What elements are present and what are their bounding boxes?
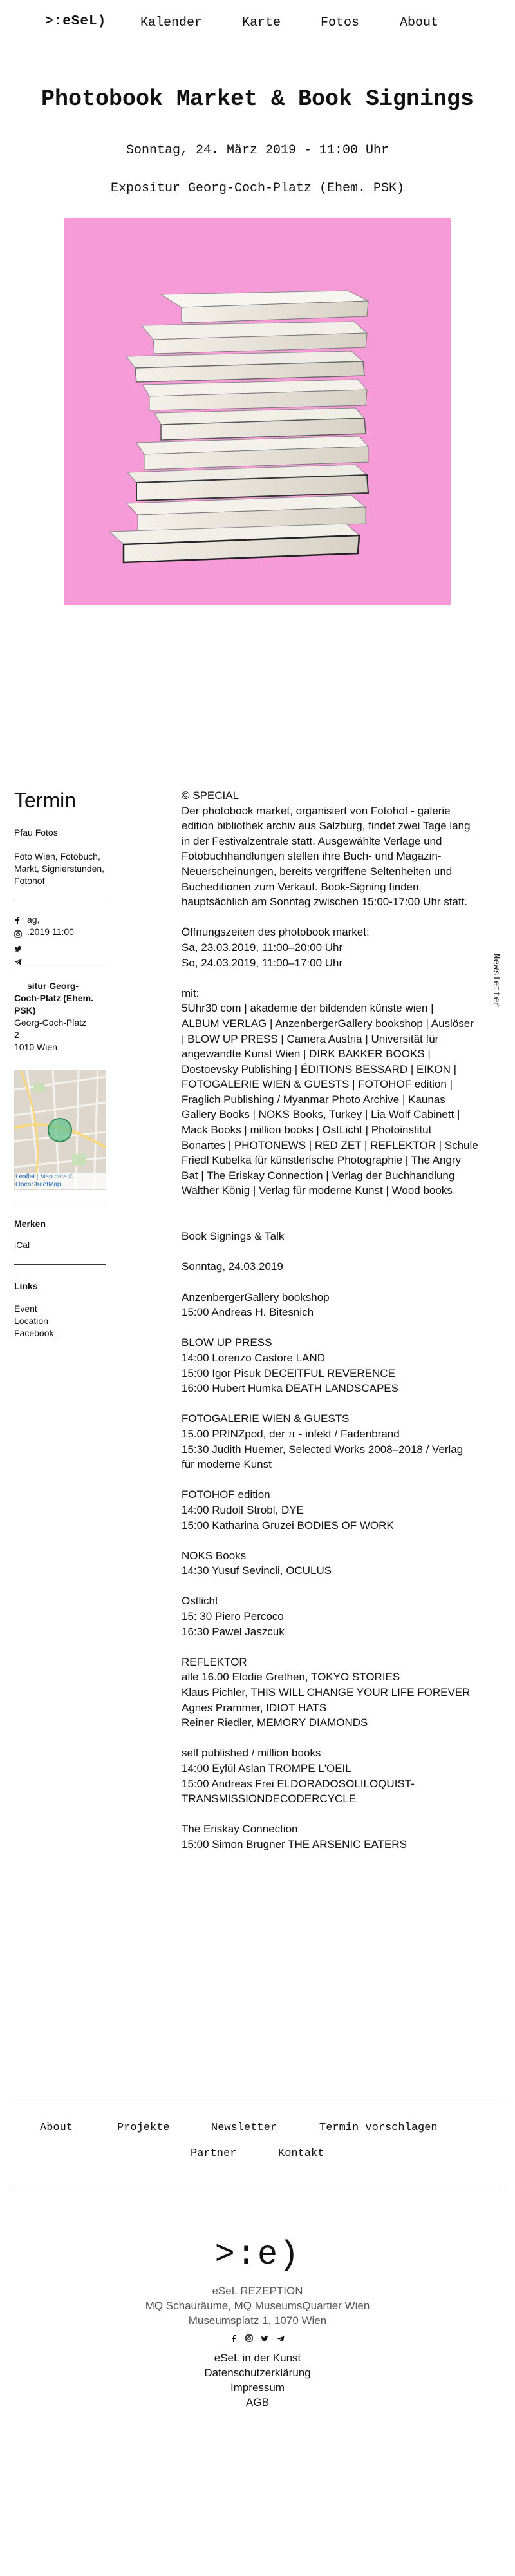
footer-about[interactable]: About <box>40 2122 73 2134</box>
ical-link[interactable]: iCal <box>14 1240 30 1250</box>
event-description <box>182 788 492 1852</box>
twitter-icon[interactable] <box>261 2334 268 2343</box>
newsletter-tab[interactable] <box>484 954 510 1031</box>
venue-map[interactable] <box>14 1070 106 1190</box>
footer-impressum[interactable]: Impressum <box>230 2381 285 2394</box>
blank-line <box>182 1274 492 1290</box>
date-share-block <box>14 911 106 961</box>
description-line: 15:30 Judith Huemer, Selected Works 2008–2018 / Verlag <box>182 1443 464 1456</box>
description-line: So, 24.03.2019, 11:00–17:00 Uhr <box>182 956 343 969</box>
links-heading: Links <box>14 1281 38 1291</box>
blank-line <box>182 1396 492 1412</box>
facebook-icon[interactable] <box>14 915 21 927</box>
site-logo[interactable]: >:eSeL) <box>45 14 107 29</box>
description-line: Agnes Prammer, IDIOT HATS <box>182 1701 327 1714</box>
nav-kalender[interactable]: Kalender <box>140 15 203 30</box>
page-title: Photobook Market & Book Signings <box>41 86 474 112</box>
description-line: Gallery Books | NOKS Books, Turkey | Lia Wolf Cabinett | <box>182 1108 460 1121</box>
description-line: in der Festivalzentrale statt. Ausgewählte Verlage und <box>182 834 442 847</box>
link-event[interactable]: Event <box>14 1303 37 1314</box>
event-sidebar <box>14 788 106 1340</box>
description-line: Book Signings & Talk <box>182 1230 285 1243</box>
description-line: © SPECIAL <box>182 789 239 802</box>
description-line: alle 16.00 Elodie Grethen, TOKYO STORIES <box>182 1671 400 1684</box>
description-line: Klaus Pichler, THIS WILL CHANGE YOUR LIFE FOREVER <box>182 1686 471 1699</box>
blank-line <box>182 1198 492 1214</box>
description-line: FOTOGALERIE WIEN & GUESTS <box>182 1412 350 1425</box>
description-line: Walther König | Verlag für moderne Kunst | Wood books <box>182 1184 453 1197</box>
description-line: Sa, 23.03.2019, 11:00–20:00 Uhr <box>182 941 343 954</box>
blank-line <box>182 1731 492 1746</box>
instagram-icon[interactable] <box>14 929 22 941</box>
description-line: Der photobook market, organisiert von Fotohof - galerie <box>182 804 451 817</box>
description-line: angewandte Kunst Wien | DIRK BAKKER BOOKS | <box>182 1048 431 1061</box>
blank-line <box>182 1639 492 1655</box>
description-line: 15:00 Simon Brugner THE ARSENIC EATERS <box>182 1838 407 1850</box>
description-line: mit: <box>182 986 200 999</box>
sidebar-title: Termin <box>14 789 77 812</box>
description-line: 5Uhr30 com | akademie der bildenden künste wien | <box>182 1002 434 1015</box>
description-line: | BLOW UP PRESS | Camera Austria | Universität für <box>182 1032 439 1045</box>
description-line: FOTOHOF edition <box>182 1488 270 1501</box>
description-line: 14:00 Lorenzo Castore LAND <box>182 1351 326 1364</box>
event-image <box>64 218 451 605</box>
footer-esel-in-der-kunst[interactable]: eSeL in der Kunst <box>214 2352 301 2364</box>
description-line: REFLEKTOR <box>182 1655 247 1668</box>
link-facebook[interactable]: Facebook <box>14 1328 54 1338</box>
blank-line <box>182 1472 492 1488</box>
event-weekday: ag, <box>27 914 40 925</box>
venue-name-partial[interactable]: situr Georg- <box>27 981 79 991</box>
description-line: Dostoevsky Publishing | ÉDITIONS BESSARD | EIKON | <box>182 1062 457 1075</box>
description-line: Bucheditionen zum Verkauf. Book-Signing finden <box>182 880 419 893</box>
nav-karte[interactable]: Karte <box>242 15 281 30</box>
description-line: self published / million books <box>182 1747 321 1760</box>
description-line: Friedl Kubelka für künstlerische Photographie | The Angry <box>182 1154 462 1167</box>
description-line: Bonartes | PHOTONEWS | RED ZET | REFLEKTOR | Schule <box>182 1139 478 1151</box>
footer-agb[interactable]: AGB <box>246 2396 269 2408</box>
description-line: Reiner Riedler, MEMORY DIAMONDS <box>182 1716 368 1729</box>
description-line: 14:30 Yusuf Sevincli, OCULUS <box>182 1564 332 1577</box>
description-line: Fotobuchhandlungen stellen ihre Buch- und Magazin- <box>182 850 442 863</box>
nav-about[interactable]: About <box>400 15 439 30</box>
newsletter-tab-label[interactable]: Newsletter <box>491 954 501 1008</box>
description-line: 15:00 Andreas Frei ELDORADOSOLILOQUIST- <box>182 1777 415 1790</box>
event-datetime: .2019 11:00 <box>27 927 74 937</box>
blank-line <box>182 1807 492 1822</box>
description-line: NOKS Books <box>182 1549 247 1562</box>
blank-line <box>182 1320 492 1336</box>
footer-social <box>230 2334 285 2343</box>
description-line: edition bibliothek archiv aus Salzburg, findet zwei Tage lang <box>182 820 471 832</box>
description-line: 15:00 Katharina Gruzei BODIES OF WORK <box>182 1519 394 1532</box>
description-line: Ostlicht <box>182 1595 218 1608</box>
blank-line <box>182 1579 492 1594</box>
description-line: Fraglich Publishing / Myanmar Photo Archive | Kaunas <box>182 1093 445 1106</box>
nav-fotos[interactable]: Fotos <box>321 15 360 30</box>
description-line: ALBUM VERLAG | AnzenbergerGallery bookshop | Auslöser <box>182 1017 474 1030</box>
footer-partner[interactable]: Partner <box>191 2148 237 2160</box>
description-line: für moderne Kunst <box>182 1458 272 1471</box>
description-line: Öffnungszeiten des photobook market: <box>182 926 370 939</box>
description-line: 15.00 PRINZpod, der π - infekt / Fadenbrand <box>182 1427 400 1440</box>
footer-kontakt[interactable]: Kontakt <box>278 2148 324 2160</box>
venue-street: Georg-Coch-Platz <box>14 1017 87 1028</box>
footer-address: Museumsplatz 1, 1070 Wien <box>188 2314 327 2327</box>
description-line: 16:00 Hubert Humka DEATH LANDSCAPES <box>182 1382 398 1395</box>
telegram-icon[interactable] <box>277 2334 285 2343</box>
instagram-icon[interactable] <box>245 2334 253 2343</box>
event-date: Sonntag, 24. März 2019 - 11:00 Uhr <box>126 143 389 158</box>
description-line: 15:00 Andreas H. Bitesnich <box>182 1306 314 1319</box>
description-line: Mack Books | million books | OstLicht | Photoinstitut <box>182 1124 432 1137</box>
description-line: 14:00 Eylül Aslan TROMPE L'OEIL <box>182 1762 351 1774</box>
description-line: Bat | The Eriskay Connection | Verlag der Buchhandlung <box>182 1169 455 1182</box>
blank-line <box>182 1244 492 1260</box>
merken-heading: Merken <box>14 1218 46 1229</box>
description-line: TRANSMISSIONDECODERCYCLE <box>182 1793 357 1805</box>
blank-line <box>182 970 492 986</box>
twitter-icon[interactable] <box>14 943 22 956</box>
footer-newsletter[interactable]: Newsletter <box>211 2122 277 2134</box>
blank-line <box>182 1214 492 1229</box>
description-line: AnzenbergerGallery bookshop <box>182 1291 330 1303</box>
blank-line <box>182 1533 492 1548</box>
facebook-icon[interactable] <box>230 2334 237 2343</box>
description-line: FOTOGALERIE WIEN & GUESTS | FOTOHOF edition | <box>182 1078 453 1091</box>
footer-location: MQ Schauräume, MQ MuseumsQuartier Wien <box>145 2300 370 2312</box>
venue-number: 2 <box>14 1030 19 1040</box>
telegram-icon[interactable] <box>14 956 22 968</box>
blank-line <box>182 910 492 925</box>
footer-logo[interactable]: >:e) <box>214 2236 301 2274</box>
venue-city: 1010 Wien <box>14 1042 57 1052</box>
event-place: Expositur Georg-Coch-Platz (Ehem. PSK) <box>110 181 405 196</box>
description-line: 15:00 Igor Pisuk DECEITFUL REVERENCE <box>182 1367 395 1379</box>
photo-credit: Pfau Fotos <box>14 827 58 838</box>
book-stack-illustration <box>64 218 451 605</box>
description-line: 16:30 Pawel Jaszcuk <box>182 1625 285 1638</box>
link-location[interactable]: Location <box>14 1316 48 1326</box>
top-nav <box>0 0 515 49</box>
map-tiles <box>14 1070 106 1190</box>
description-line: The Eriskay Connection <box>182 1823 298 1836</box>
event-tags: Foto Wien, Fotobuch, Markt, Signierstunden, Fotohof <box>14 851 105 886</box>
description-line: 14:00 Rudolf Strobl, DYE <box>182 1503 304 1516</box>
description-line: Neuerscheinungen, bereits vergriffene Seltenheiten und <box>182 865 453 878</box>
description-line: hauptsächlich am Sonntag zwischen 15:00-17:00 Uhr statt. <box>182 896 468 908</box>
footer-projekte[interactable]: Projekte <box>117 2122 170 2134</box>
map-attribution[interactable]: Leaflet | Map data © OpenStreetMap <box>15 1173 106 1189</box>
footer-termin-vorschlagen[interactable]: Termin vorschlagen <box>319 2122 438 2134</box>
footer-datenschutz[interactable]: Datenschutzerklärung <box>204 2367 311 2379</box>
description-line: Sonntag, 24.03.2019 <box>182 1260 283 1273</box>
description-line: BLOW UP PRESS <box>182 1336 272 1349</box>
description-line: 15: 30 Piero Percoco <box>182 1610 284 1623</box>
divider <box>14 1264 106 1265</box>
venue-name[interactable]: Coch-Platz (Ehem. PSK) <box>14 993 93 1015</box>
footer-reception: eSeL REZEPTION <box>212 2285 303 2297</box>
